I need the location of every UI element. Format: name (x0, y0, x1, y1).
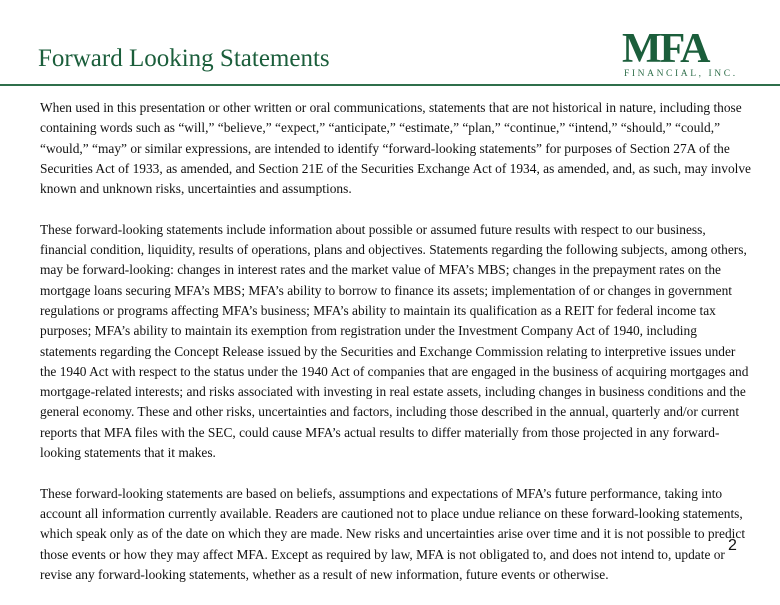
paragraph-caution: These forward-looking statements are based on beliefs, assumptions and expectations of MFA’s future performance, taking into account all information currently available. Readers are cautioned not to place undue reliance on these forward-looking statements, which speak only as of the date on which they are made. New risks and uncertainties arise over time and it is not possible to predict those events or how they may affect MFA. Except as required by law, MFA is not obligated to, and does not intend to, update or revise any forward-looking statements, whether as a result of new information, future events or otherwise. (40, 485, 746, 582)
paragraph-risks: These forward-looking statements include information about possible or assumed future results with respect to our business, financial condition, liquidity, results of operations, plans and objectives. Statements regarding the following subjects, among others, may be forward-looking: changes in interest rates and the market value of MFA’s MBS; changes in the prepayment rates on the mortgage loans securing MFA’s MBS; MFA’s ability to borrow to finance its assets; implementation of or changes in government regulations or programs affecting MFA’s business; MFA’s ability to maintain its qualification as a REIT for federal income tax purposes; MFA’s ability to maintain its exemption from registration under the Investment Company Act of 1940, including statements regarding the Concept Release issued by the Securities and Exchange Commission relating to interpretive issues under the 1940 Act with respect to the status under the 1940 Act of companies that are engaged in the business of acquiring mortgages and mortgage-related interests; and risks associated with investing in real estate assets, including changes in business conditions and the general economy. These and other risks, uncertainties and factors, including those described in the annual, quarterly and/or current reports that MFA files with the SEC, could cause MFA’s actual results to differ materially from those projected in any forward-looking statements that it makes. (40, 221, 749, 461)
paragraph-intro: When used in this presentation or other written or oral communications, statements that are not historical in nature, including those containing words such as “will,” “believe,” “expect,” “anticipate,” “estimate,” “plan,” “continue,” “intend,” “should,” “could,” “would,” “may” or similar expressions, are intended to identify “forward-looking statements” for purposes of Section 27A of the Securities Act of 1933, as amended, and Section 21E of the Securities Exchange Act of 1934, as amended, and, as such, may involve known and unknown risks, uncertainties and assumptions. (40, 100, 752, 197)
logo-mark: MFA (622, 26, 709, 72)
slide-title: Forward Looking Statements (38, 45, 330, 72)
logo-subtitle: FINANCIAL, INC. (624, 69, 738, 79)
mfa-logo (618, 28, 742, 80)
title-divider (0, 84, 780, 86)
statement-body (40, 98, 752, 605)
page-number: 2 (728, 537, 737, 554)
